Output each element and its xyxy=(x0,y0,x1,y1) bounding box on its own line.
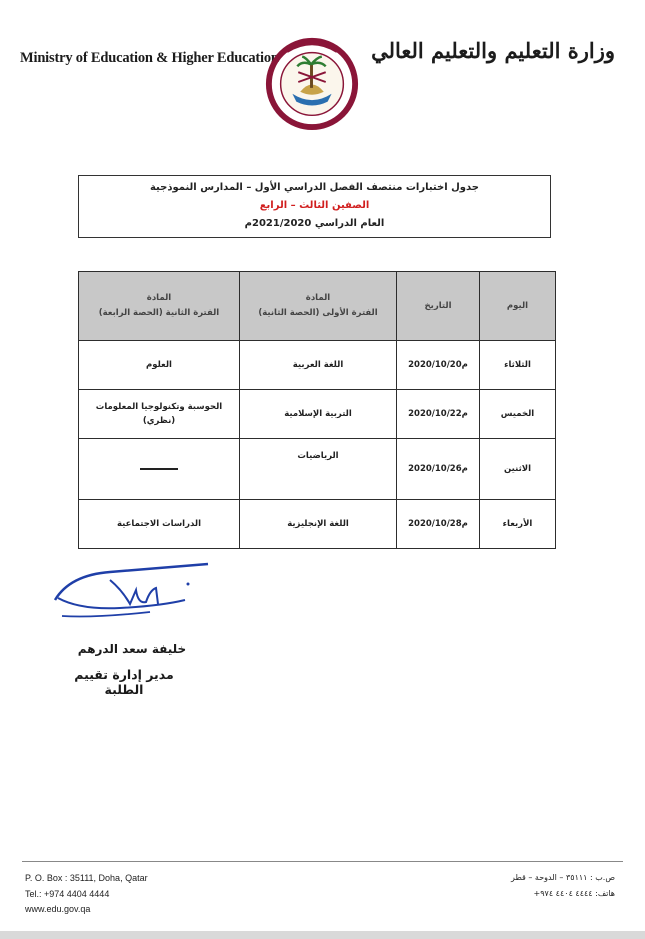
handwritten-signature xyxy=(50,560,220,630)
second-period-subject: العلوم xyxy=(79,341,240,390)
table-row xyxy=(79,390,556,439)
signer-title: مدير إدارة تقييم الطلبة xyxy=(74,667,174,697)
footer-pobox: P. O. Box : 35111, Doha, Qatar xyxy=(25,873,148,883)
day-cell: الأربعاء xyxy=(480,500,556,549)
second-period-subject: الدراسات الاجتماعية xyxy=(79,500,240,549)
table-row xyxy=(79,500,556,549)
table-row xyxy=(79,341,556,390)
signer-name: خليفة سعد الدرهم xyxy=(77,642,187,656)
first-period-subject: التربية الإسلامية xyxy=(240,390,397,439)
first-period-subject: اللغة الإنجليزية xyxy=(240,500,397,549)
academic-year: العام الدراسي 2021/2020م xyxy=(244,218,385,229)
qatar-emblem-icon xyxy=(263,33,361,131)
second-period-subject: الحوسبة وتكنولوجيا المعلومات (نظري) xyxy=(79,390,240,439)
footer-pobox-arabic: ص.ب : ٣٥١١١ – الدوحة – قطر xyxy=(511,873,615,882)
header-day: اليوم xyxy=(480,272,556,341)
footer-divider xyxy=(22,861,623,862)
first-period-subject: اللغة العربية xyxy=(240,341,397,390)
first-period-subject: الرياضيات xyxy=(240,439,397,500)
date-cell: 2020/10/26م xyxy=(397,439,480,500)
header-first-period: المادة الفترة الأولى (الحصة الثانية) xyxy=(240,272,397,341)
date-cell: 2020/10/22م xyxy=(397,390,480,439)
header-date: التاريخ xyxy=(397,272,480,341)
date-cell: 2020/10/20م xyxy=(397,341,480,390)
ministry-logo xyxy=(263,33,361,131)
exam-title-box xyxy=(78,175,551,238)
exam-title: جدول اختبارات منتصف الفصل الدراسي الأول – المدارس النموذجية xyxy=(149,182,480,193)
ministry-name-arabic: وزارة التعليم والتعليم العالي xyxy=(371,38,615,63)
page-bottom-edge xyxy=(0,931,645,939)
footer-phone: Tel.: +974 4404 4444 xyxy=(25,889,110,899)
date-cell: 2020/10/28م xyxy=(397,500,480,549)
table-row xyxy=(79,439,556,500)
day-cell: الثلاثاء xyxy=(480,341,556,390)
grades-label: الصفين الثالث – الرابع xyxy=(259,200,370,211)
day-cell: الاثنين xyxy=(480,439,556,500)
table-header-row xyxy=(79,272,556,341)
day-cell: الخميس xyxy=(480,390,556,439)
header-second-period: المادة الفترة الثانية (الحصة الرابعة) xyxy=(79,272,240,341)
footer-website: www.edu.gov.qa xyxy=(25,904,91,914)
exam-schedule-table xyxy=(78,271,556,549)
footer-phone-arabic: هاتف: ٤٤٤٤ ٤٤٠٤ ٩٧٤+ xyxy=(533,889,615,898)
ministry-name-english: Ministry of Education & Higher Education xyxy=(20,50,279,66)
no-exam-dash xyxy=(140,468,178,470)
second-period-empty xyxy=(79,439,240,500)
